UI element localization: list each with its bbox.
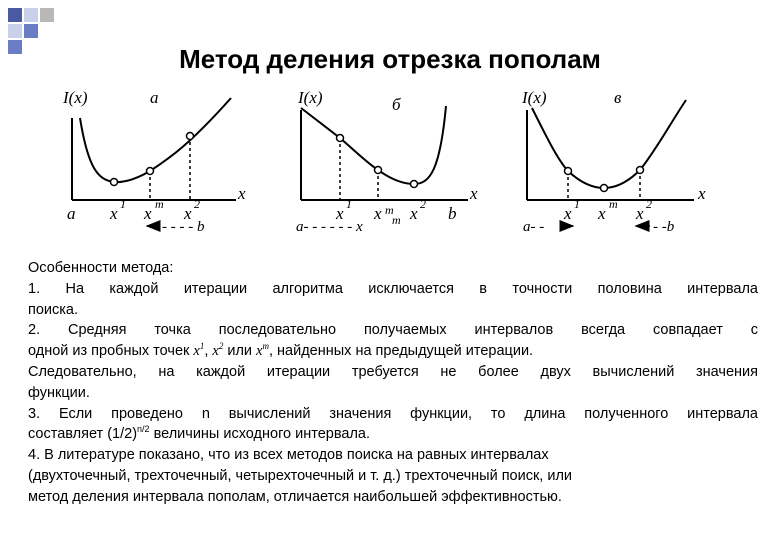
xm-label: x <box>598 204 606 223</box>
xm-label: x <box>144 204 152 223</box>
b-label: - -b <box>653 219 675 235</box>
text: , найденных на предыдущей итерации. <box>268 343 534 360</box>
paragraph-2-line-1: 2. Средняя точка последовательно получаемых интервалов всегда совпадает с <box>28 322 758 339</box>
interval-label: a- - - - - - x <box>296 219 363 235</box>
x2-sup: 2 <box>194 197 200 211</box>
point-x2 <box>637 167 644 174</box>
figure-v <box>521 88 706 235</box>
y-axis-label: I(x) <box>298 88 323 107</box>
x2-label: x <box>636 204 644 223</box>
sup-m: m <box>262 341 269 352</box>
x1-label: x <box>110 204 118 223</box>
xm-label: x <box>374 204 382 223</box>
a-label: a <box>67 204 76 223</box>
point-xm <box>375 167 382 174</box>
figure-b <box>296 88 478 235</box>
point-xm <box>147 168 154 175</box>
y-axis-label: I(x) <box>522 88 547 107</box>
exponent: n/2 <box>137 424 150 435</box>
figure-a <box>62 88 246 235</box>
xm-sup: m <box>609 197 618 211</box>
paragraph-4-line-2: (двухточечный, трехточечный, четырехточечный и т. д.) трехточечный поиск, или <box>28 467 573 484</box>
point-x2 <box>187 133 194 140</box>
paragraph-3-line-1: 3. Если проведено n вычислений значения функции, то длина полученного интервала <box>28 405 758 422</box>
point-xm <box>601 185 608 192</box>
point-x2 <box>411 181 418 188</box>
paragraph-4-line-1: 4. В литературе показано, что из всех методов поиска на равных интервалах <box>28 447 549 464</box>
curve <box>301 106 446 184</box>
text: одной из пробных точек <box>28 343 194 360</box>
features-heading: Особенности метода: <box>28 260 174 276</box>
point-x1 <box>111 179 118 186</box>
y-axis-label: I(x) <box>63 88 88 107</box>
x1-sup: 1 <box>346 197 352 211</box>
interval-label: - - - - b <box>162 219 205 235</box>
x1-sup: 1 <box>120 197 126 211</box>
panel-letter: а <box>150 88 159 107</box>
x1-sup: 1 <box>574 197 580 211</box>
paragraph-4-line-3: метод деления интервала пополам, отличается наибольшей эффективностью. <box>28 488 562 505</box>
point-x1 <box>337 135 344 142</box>
b-label: b <box>448 204 457 223</box>
paragraph-2-line-4: функции. <box>28 384 90 401</box>
paragraph-1: 1. На каждой итерации алгоритма исключается в точности половина интервала <box>28 280 758 297</box>
x2-sup: 2 <box>646 197 652 211</box>
paragraph-3-line-2 <box>28 424 758 445</box>
curve <box>532 100 686 188</box>
panel-letter: б <box>392 95 401 114</box>
xm-sup: m <box>385 203 394 217</box>
interval-sup: m <box>392 213 401 227</box>
xm-sup: m <box>155 197 164 211</box>
text: , <box>204 343 213 360</box>
sup-2: 2 <box>218 341 224 352</box>
paragraph-2-line-3: Следовательно, на каждой итерации требуется не более двух вычислений значения <box>28 363 758 380</box>
panel-letter: в <box>614 88 622 107</box>
text: величины исходного интервала. <box>149 426 371 443</box>
curve <box>80 98 231 182</box>
x2-sup: 2 <box>420 197 426 211</box>
a-label: a- - <box>523 219 545 235</box>
x1-label: x <box>564 204 572 223</box>
paragraph-2-line-2 <box>28 341 758 362</box>
x-axis-label: x <box>238 184 246 203</box>
paragraph-1-cont: поиска. <box>28 301 79 318</box>
point-x1 <box>565 168 572 175</box>
x-axis-label: x <box>470 184 478 203</box>
x1-label: x <box>336 204 344 223</box>
text: составляет (1/2) <box>28 426 138 443</box>
var-x: x <box>212 343 219 360</box>
var-x: x <box>256 343 263 360</box>
figures-diagram <box>0 0 780 258</box>
x2-label: x <box>184 204 192 223</box>
body-text <box>28 258 758 508</box>
x-axis-label: x <box>698 184 706 203</box>
page-title: Метод деления отрезка пополам <box>179 44 601 74</box>
text: или <box>223 343 257 360</box>
sup-1: 1 <box>199 341 205 352</box>
x2-label: x <box>410 204 418 223</box>
var-x: x <box>193 343 200 360</box>
